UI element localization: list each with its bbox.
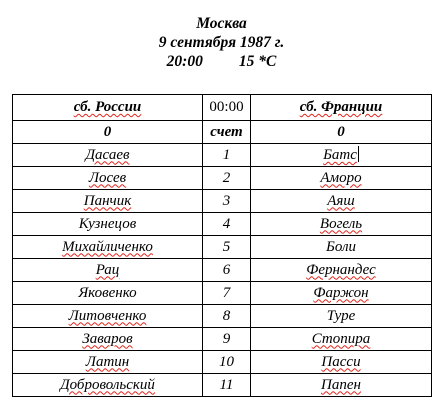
away-player-cell[interactable] <box>251 305 432 328</box>
shirt-number-cell[interactable] <box>203 213 251 236</box>
home-player-name: Кузнецов <box>78 215 137 232</box>
team-away-cell[interactable] <box>251 95 432 121</box>
text-cursor <box>358 146 359 162</box>
shirt-number: 1 <box>222 146 231 163</box>
home-player-cell[interactable] <box>13 282 203 305</box>
match-clock: 00:00 <box>209 99 244 115</box>
match-date-text: 9 сентября 1987 г. <box>158 34 285 51</box>
away-player-name: Вогель <box>319 215 363 232</box>
away-player-name: Аяш <box>327 192 355 209</box>
city-label: Москва <box>196 15 247 32</box>
away-player-name: Стопира <box>311 330 371 347</box>
home-player-cell[interactable] <box>13 305 203 328</box>
score-home-cell[interactable] <box>13 121 203 144</box>
player-row <box>13 236 432 259</box>
time-weather-line <box>0 52 443 71</box>
away-player-name: Пасси <box>321 353 361 370</box>
away-player-cell[interactable] <box>251 259 432 282</box>
home-player-name: Латин <box>85 353 130 370</box>
match-date <box>0 33 443 52</box>
player-row <box>13 305 432 328</box>
player-row <box>13 328 432 351</box>
score-label: счет <box>210 123 243 140</box>
home-player-cell[interactable] <box>13 259 203 282</box>
shirt-number: 10 <box>219 353 234 370</box>
shirt-number-cell[interactable] <box>203 374 251 397</box>
clock-cell[interactable] <box>203 95 251 121</box>
home-player-cell[interactable] <box>13 236 203 259</box>
home-player-name: Лосев <box>88 169 127 186</box>
home-player-cell[interactable] <box>13 144 203 167</box>
away-player-name: Туре <box>326 307 356 324</box>
shirt-number-cell[interactable] <box>203 305 251 328</box>
score-label-cell[interactable] <box>203 121 251 144</box>
home-player-name: Литовченко <box>68 307 147 324</box>
away-player-cell[interactable] <box>251 282 432 305</box>
home-player-name: Заваров <box>82 330 133 347</box>
shirt-number-cell[interactable] <box>203 351 251 374</box>
home-player-name: Михайличенко <box>62 238 153 255</box>
away-player-name: Фернандес <box>306 261 376 278</box>
player-row <box>13 213 432 236</box>
player-row <box>13 144 432 167</box>
away-player-cell[interactable] <box>251 236 432 259</box>
home-player-name: Панчик <box>83 192 132 209</box>
shirt-number-cell[interactable] <box>203 328 251 351</box>
team-away-name: сб. Франции <box>299 99 383 115</box>
player-row <box>13 282 432 305</box>
player-row <box>13 259 432 282</box>
player-row <box>13 190 432 213</box>
shirt-number-cell[interactable] <box>203 236 251 259</box>
player-row <box>13 167 432 190</box>
temperature: 15 *С <box>238 53 277 70</box>
away-player-cell[interactable] <box>251 167 432 190</box>
away-player-name: Аморо <box>320 169 362 186</box>
away-player-cell[interactable] <box>251 190 432 213</box>
away-player-cell[interactable] <box>251 328 432 351</box>
home-player-cell[interactable] <box>13 328 203 351</box>
shirt-number-cell[interactable] <box>203 282 251 305</box>
shirt-number: 5 <box>222 238 231 255</box>
home-player-cell[interactable] <box>13 351 203 374</box>
team-home-cell[interactable] <box>13 95 203 121</box>
score-home: 0 <box>103 123 112 140</box>
shirt-number: 3 <box>222 192 231 209</box>
score-away-cell[interactable] <box>251 121 432 144</box>
team-home-name: сб. России <box>73 99 142 115</box>
home-player-name: Добровольский <box>60 376 155 393</box>
shirt-number-cell[interactable] <box>203 259 251 282</box>
shirt-number: 2 <box>222 169 231 186</box>
away-player-cell[interactable] <box>251 213 432 236</box>
shirt-number: 6 <box>222 261 231 278</box>
home-player-cell[interactable] <box>13 374 203 397</box>
document-header <box>0 14 443 71</box>
shirt-number-cell[interactable] <box>203 190 251 213</box>
home-player-cell[interactable] <box>13 190 203 213</box>
away-player-name: Фаржон <box>313 284 369 301</box>
score-away: 0 <box>337 123 345 140</box>
shirt-number: 9 <box>222 330 231 347</box>
lineup-table <box>12 94 432 397</box>
away-player-name: Батс <box>323 147 357 163</box>
home-player-cell[interactable] <box>13 167 203 190</box>
away-player-cell[interactable] <box>251 374 432 397</box>
shirt-number-cell[interactable] <box>203 167 251 190</box>
team-names-row <box>13 95 432 121</box>
kickoff-time: 20:00 <box>166 53 203 70</box>
shirt-number: 11 <box>219 376 234 393</box>
shirt-number: 4 <box>222 215 231 232</box>
away-player-name: Боли <box>325 238 356 255</box>
score-row <box>13 121 432 144</box>
home-player-name: Яковенко <box>78 284 137 301</box>
shirt-number: 8 <box>222 307 231 324</box>
away-player-cell[interactable] <box>251 351 432 374</box>
shirt-number-cell[interactable] <box>203 144 251 167</box>
away-player-name: Папен <box>321 376 361 393</box>
home-player-cell[interactable] <box>13 213 203 236</box>
home-player-name: Рац <box>95 261 120 278</box>
shirt-number: 7 <box>222 284 231 301</box>
home-player-name: Дасаев <box>85 146 130 163</box>
player-row <box>13 351 432 374</box>
away-player-cell[interactable] <box>251 144 432 167</box>
player-row <box>13 374 432 397</box>
